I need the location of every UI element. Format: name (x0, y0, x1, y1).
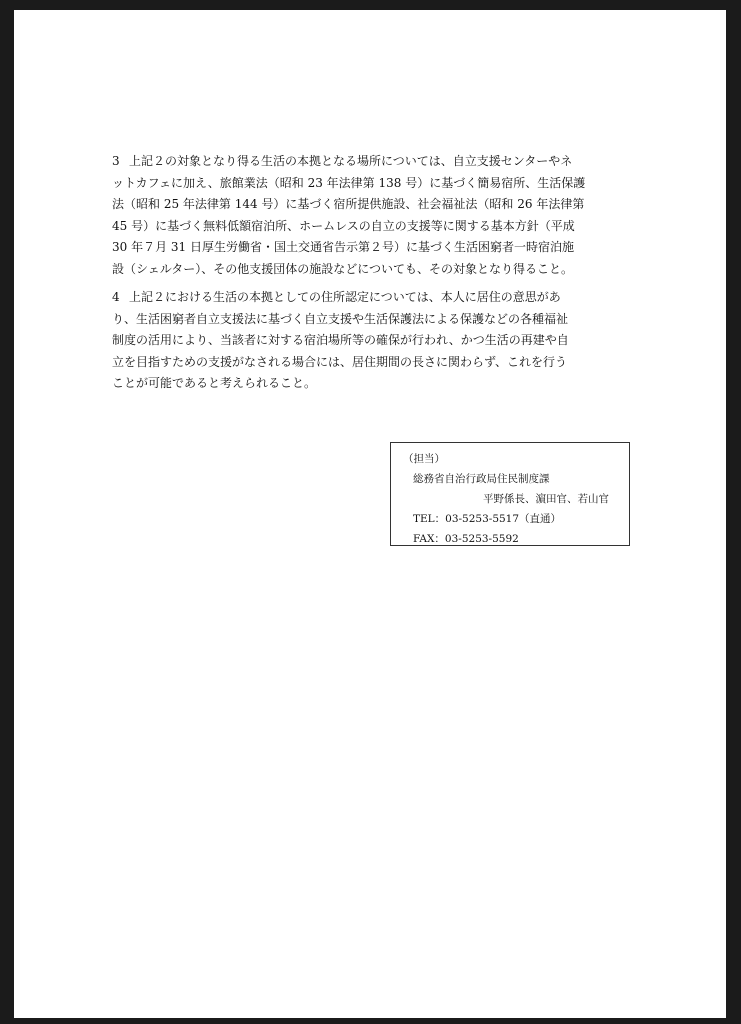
contact-department: 総務省自治行政局住民制度課 (413, 473, 550, 485)
contact-fax: FAX：03-5253-5592 (413, 533, 519, 545)
section-4-line-3: 制度の活用により、当該者に対する宿泊場所等の確保が行われ、かつ生活の再建や自 (112, 333, 569, 347)
section-3-text-1: 上記２の対象となり得る生活の本拠となる場所については、自立支援センターやネ (129, 154, 573, 168)
section-4-line-4: 立を目指すための支援がなされる場合には、居住期間の長さに関わらず、これを行う (112, 354, 568, 369)
section-3-number: 3 (112, 154, 120, 168)
section-3 (112, 151, 636, 280)
section-3-line-3: 法（昭和 25 年法律第 144 号）に基づく宿所提供施設、社会福祉法（昭和 26 年法律第 (112, 197, 585, 211)
section-3-line-1 (112, 151, 636, 173)
document-page (14, 10, 726, 1018)
section-4-number: 4 (112, 290, 120, 304)
section-3-line-2: ットカフェに加え、旅館業法（昭和 23 年法律第 138 号）に基づく簡易宿所、生活保護 (112, 175, 586, 190)
contact-box (390, 442, 630, 546)
section-4-line-2: り、生活困窮者自立支援法に基づく自立支援や生活保護法による保護などの各種福祉 (112, 311, 569, 326)
contact-heading: （担当） (403, 453, 445, 465)
contact-staff: 平野係長、濵田官、若山官 (483, 493, 609, 505)
contact-tel: TEL：03-5253-5517（直通） (413, 513, 562, 525)
section-3-line-6: 設（シェルター）、その他支援団体の施設などについても、その対象となり得ること。 (112, 261, 574, 276)
section-4-line-5: ことが可能であると考えられること。 (112, 376, 317, 390)
section-4-text-1: 上記２における生活の本拠としての住所認定については、本人に居住の意思があ (129, 290, 561, 304)
section-3-line-5: 30 年７月 31 日厚生労働省・国土交通省告示第２号）に基づく生活困窮者一時宿泊施 (112, 240, 574, 254)
section-3-line-4: 45 号）に基づく無料低額宿泊所、ホームレスの自立の支援等に関する基本方針（平成 (112, 218, 575, 233)
section-4-line-1 (112, 287, 636, 309)
section-4 (112, 287, 636, 395)
